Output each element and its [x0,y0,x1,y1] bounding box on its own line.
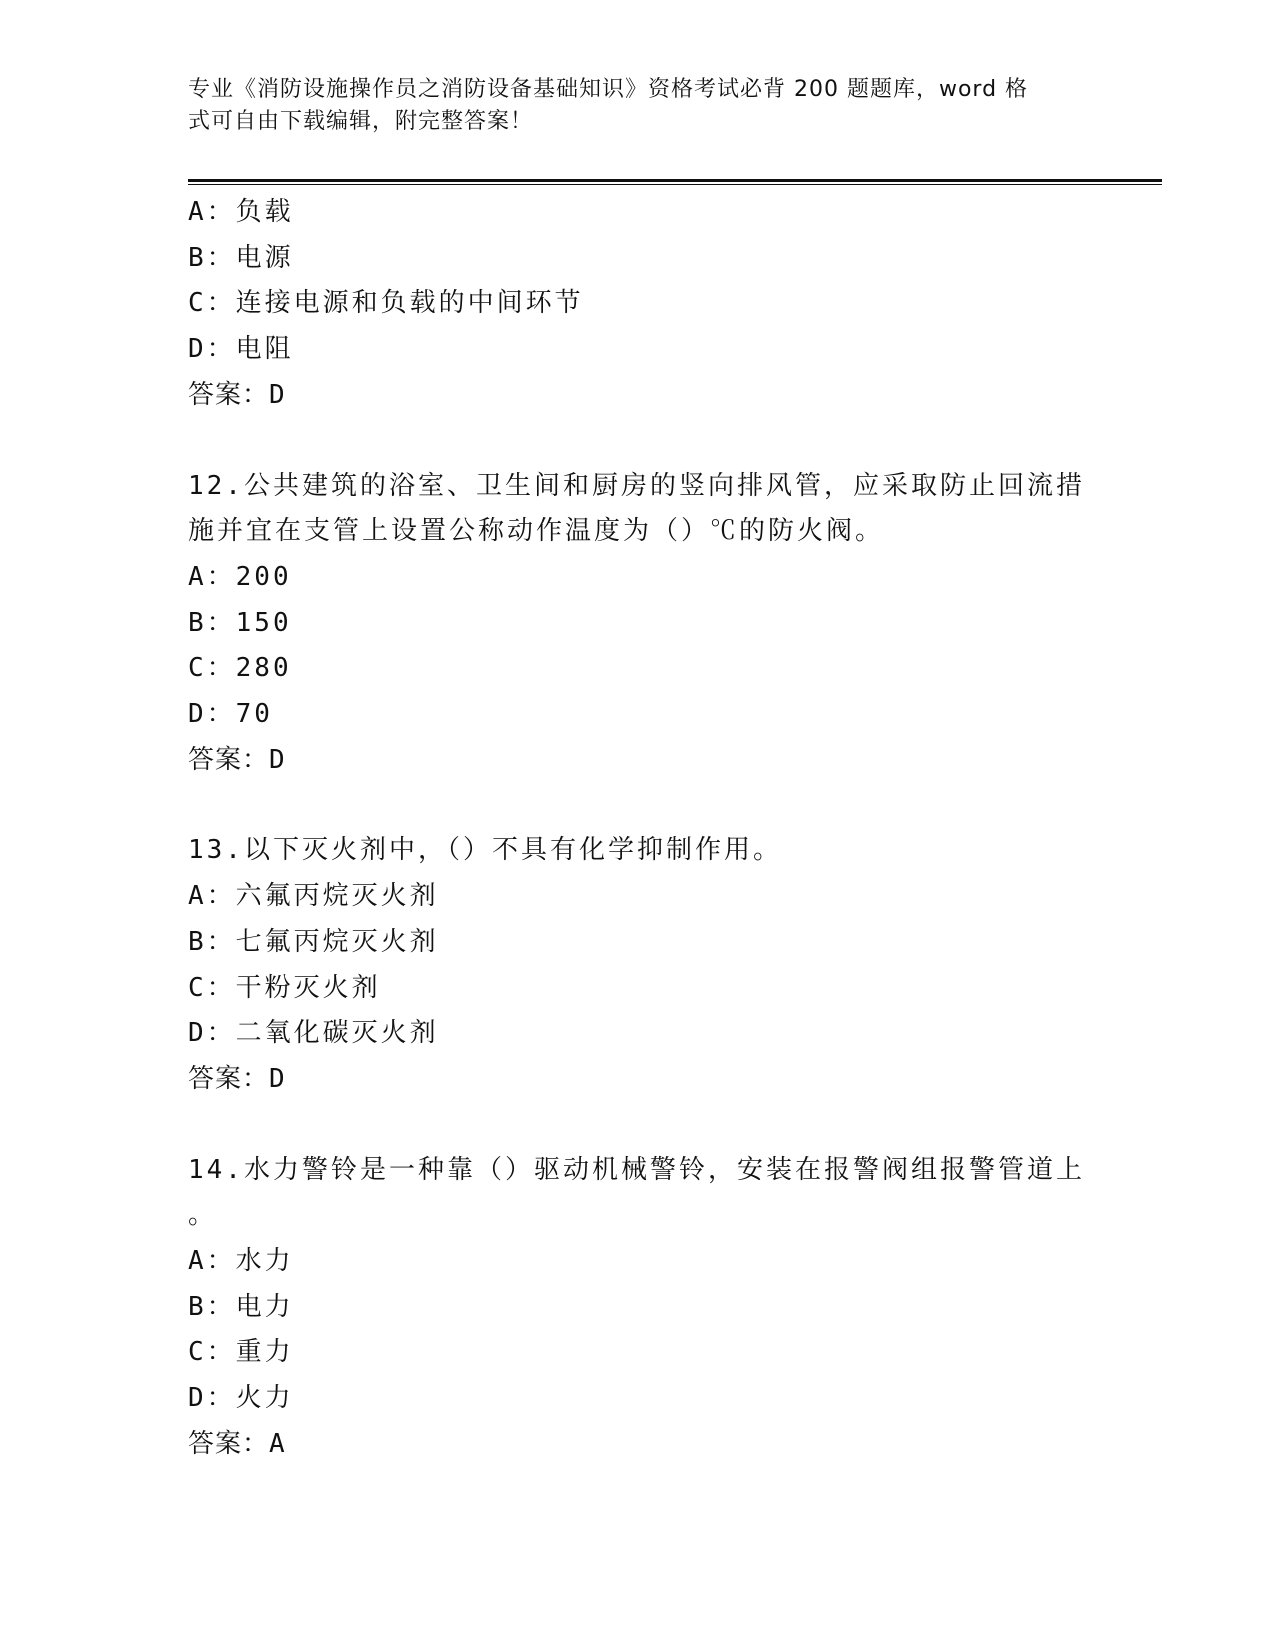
option-b: B：150 [188,607,292,638]
answer-line [188,738,1088,784]
question-12 [188,464,1088,784]
header-line-2: 式可自由下载编辑，附完整答案！ [188,109,534,134]
answer-value: D [269,744,286,775]
option-a: A：六氟丙烷灭火剂 [188,881,439,912]
question-stem [188,1148,1088,1239]
question-stem-line-1: 12.公共建筑的浴室、卫生间和厨房的竖向排风管，应采取防止回流措 [188,470,1085,501]
option-a: A：200 [188,561,292,592]
header-divider-thick [188,179,1162,182]
question-stem-line-2: 。 [188,1200,218,1231]
question-stem [188,828,1088,874]
answer-line [188,1422,1088,1468]
option-b: B：七氟丙烷灭火剂 [188,926,439,957]
header-line-1: 专业《消防设施操作员之消防设备基础知识》资格考试必背 200 题题库，word 格 [188,77,1029,102]
option-c: C：干粉灭火剂 [188,972,381,1003]
answer-label: 答案： [188,379,270,410]
question-stem-line-1: 14.水力警铃是一种靠（）驱动机械警铃，安装在报警阀组报警管道上 [188,1154,1085,1185]
question-11 [188,190,1088,419]
option-d: D：电阻 [188,334,294,365]
answer-label: 答案： [188,744,270,775]
option-a: A：负载 [188,197,294,227]
question-stem [188,464,1088,555]
option-b: B：电源 [188,242,294,273]
document-header [188,74,1088,138]
answer-label: 答案： [188,1063,270,1094]
option-d: D：70 [188,699,273,730]
answer-value: D [269,379,286,410]
answer-line [188,1057,1088,1103]
answer-label: 答案： [188,1428,270,1459]
option-c: C：重力 [188,1337,294,1368]
header-divider-thin [188,184,1162,185]
option-c: C：连接电源和负载的中间环节 [188,288,584,319]
question-14 [188,1148,1088,1468]
answer-line [188,373,1088,419]
answer-value: D [269,1063,286,1094]
option-d: D：火力 [188,1383,294,1414]
question-stem-line-1: 13.以下灭火剂中，（）不具有化学抑制作用。 [188,835,782,866]
option-c: C：280 [188,653,292,684]
option-a: A：水力 [188,1246,294,1277]
option-d: D：二氧化碳灭火剂 [188,1018,439,1049]
answer-value: A [269,1428,286,1459]
question-13 [188,828,1088,1102]
question-list [188,190,1088,1468]
option-b: B：电力 [188,1291,294,1322]
question-stem-line-2: 施并宜在支管上设置公称动作温度为（）℃的防火阀。 [188,516,885,547]
